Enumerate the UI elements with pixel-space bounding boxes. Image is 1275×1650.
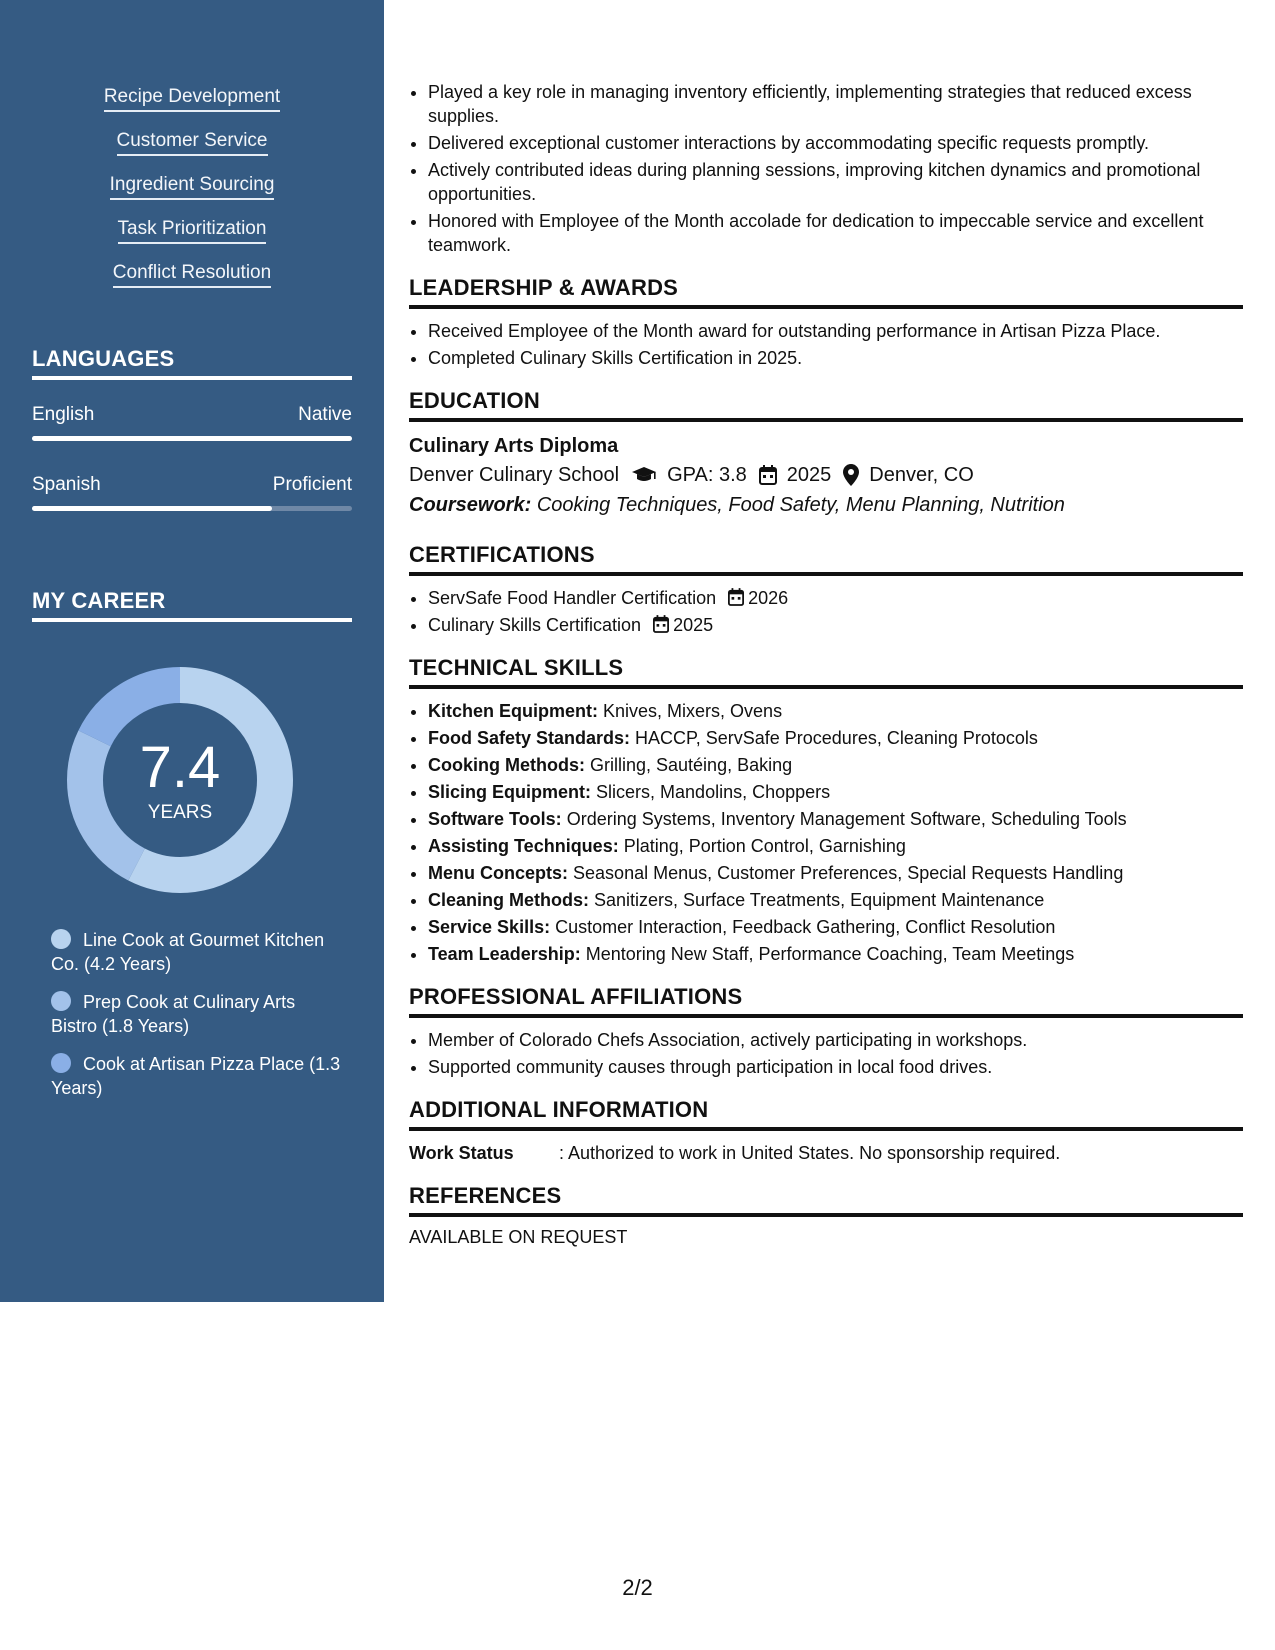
language-proficiency-fill: [32, 506, 272, 511]
sidebar: [0, 0, 384, 1302]
career-label: Line Cook at Gourmet Kitchen Co. (4.2 Years): [51, 930, 325, 974]
language-proficiency-bar: [32, 506, 352, 511]
certification-year: 2025: [673, 615, 714, 635]
career-legend-item: [51, 1052, 341, 1100]
location-pin-icon: [843, 464, 859, 486]
skill-category: Software Tools:: [428, 809, 562, 829]
language-proficiency-bar: [32, 436, 352, 441]
skill-category: Service Skills:: [428, 917, 551, 937]
technical-skill-item: [428, 942, 1243, 966]
career-label: Cook at Artisan Pizza Place (1.3 Years): [51, 1054, 341, 1098]
calendar-icon: [653, 615, 669, 633]
career-legend: [51, 928, 341, 1114]
technical-skill-item: [428, 915, 1243, 939]
education-details: [409, 460, 1243, 490]
certification-name: ServSafe Food Handler Certification: [428, 588, 717, 608]
leadership-list: [409, 319, 1243, 370]
skill-values: HACCP, ServSafe Procedures, Cleaning Protocols: [635, 728, 1038, 748]
work-status-value: : Authorized to work in United States. No sponsorship required.: [559, 1143, 1061, 1163]
leadership-item: • Received Employee of the Month award for outstanding performance in Artisan Pizza Place.: [428, 319, 1243, 343]
legend-dot-icon: [51, 1053, 71, 1073]
technical-skill-item: [428, 780, 1243, 804]
certification-item: [428, 613, 1243, 637]
certifications-heading: CERTIFICATIONS: [409, 542, 1243, 576]
education-location: Denver, CO: [869, 464, 974, 486]
skill-category: Cooking Methods:: [428, 755, 585, 775]
career-total-years: 7.4: [139, 735, 221, 800]
skill-category: Food Safety Standards:: [428, 728, 631, 748]
skill-category: Assisting Techniques:: [428, 836, 619, 856]
experience-bullet: • Played a key role in managing inventory efficiently, implementing strategies that reduced excess supplies.: [428, 80, 1243, 128]
skill-category: Cleaning Methods:: [428, 890, 589, 910]
certifications-list: [409, 586, 1243, 637]
coursework-label: Coursework:: [409, 494, 532, 516]
affiliation-item: • Supported community causes through participation in local food drives.: [428, 1055, 1243, 1079]
skills-list: [0, 85, 384, 305]
calendar-icon: [759, 465, 777, 485]
skill-category: Team Leadership:: [428, 944, 581, 964]
certification-year: 2026: [748, 588, 789, 608]
skill-values: Knives, Mixers, Ovens: [603, 701, 783, 721]
leadership-heading: LEADERSHIP & AWARDS: [409, 275, 1243, 309]
technical-skill-item: [428, 699, 1243, 723]
career-donut-chart: [67, 667, 293, 893]
technical-skill-item: [428, 807, 1243, 831]
skill-link[interactable]: Conflict Resolution: [113, 261, 271, 288]
language-name: English: [32, 404, 95, 425]
skill-link[interactable]: Ingredient Sourcing: [110, 173, 275, 200]
main-content: [409, 80, 1243, 1248]
affiliations-heading: PROFESSIONAL AFFILIATIONS: [409, 984, 1243, 1018]
skill-values: Slicers, Mandolins, Choppers: [596, 782, 831, 802]
certification-name: Culinary Skills Certification: [428, 615, 642, 635]
education-gpa: GPA: 3.8: [667, 464, 747, 486]
leadership-item: • Completed Culinary Skills Certification in 2025.: [428, 346, 1243, 370]
technical-skill-item: [428, 753, 1243, 777]
technical-skill-item: [428, 861, 1243, 885]
language-proficiency-fill: [32, 436, 352, 441]
experience-bullet: • Honored with Employee of the Month accolade for dedication to impeccable service and excellent teamwork.: [428, 209, 1243, 257]
skill-values: Sanitizers, Surface Treatments, Equipment Maintenance: [594, 890, 1045, 910]
references-heading: REFERENCES: [409, 1183, 1243, 1217]
technical-skills-list: [409, 699, 1243, 966]
affiliation-item: • Member of Colorado Chefs Association, actively participating in workshops.: [428, 1028, 1243, 1052]
education-school: Denver Culinary School: [409, 464, 620, 486]
experience-bullet: • Actively contributed ideas during planning sessions, improving kitchen dynamics and promotional opportunities.: [428, 158, 1243, 206]
skill-link[interactable]: Recipe Development: [104, 85, 280, 112]
career-heading: MY CAREER: [32, 588, 352, 622]
skill-values: Grilling, Sautéing, Baking: [590, 755, 793, 775]
skill-values: Mentoring New Staff, Performance Coaching, Team Meetings: [585, 944, 1075, 964]
certification-item: [428, 586, 1243, 610]
education-year: 2025: [786, 464, 832, 486]
career-total-unit: YEARS: [147, 802, 213, 823]
calendar-icon: [728, 588, 744, 606]
skill-values: Plating, Portion Control, Garnishing: [623, 836, 906, 856]
legend-dot-icon: [51, 991, 71, 1011]
references-text: AVAILABLE ON REQUEST: [409, 1227, 628, 1247]
language-row: [32, 404, 352, 441]
skill-values: Customer Interaction, Feedback Gathering, Conflict Resolution: [555, 917, 1056, 937]
languages-heading: LANGUAGES: [32, 346, 352, 380]
skill-category: Kitchen Equipment:: [428, 701, 598, 721]
skill-category: Slicing Equipment:: [428, 782, 592, 802]
skill-values: Ordering Systems, Inventory Management Software, Scheduling Tools: [566, 809, 1127, 829]
language-row: [32, 474, 352, 511]
experience-bullets: [409, 80, 1243, 257]
affiliations-list: [409, 1028, 1243, 1079]
skill-link[interactable]: Task Prioritization: [118, 217, 267, 244]
technical-skill-item: [428, 834, 1243, 858]
skill-link[interactable]: Customer Service: [117, 129, 268, 156]
language-level: Proficient: [272, 474, 352, 495]
education-coursework: [409, 490, 1243, 520]
career-legend-item: [51, 928, 341, 976]
technical-skills-heading: TECHNICAL SKILLS: [409, 655, 1243, 689]
technical-skill-item: [428, 888, 1243, 912]
donut-center: [67, 667, 293, 893]
additional-info-heading: ADDITIONAL INFORMATION: [409, 1097, 1243, 1131]
legend-dot-icon: [51, 929, 71, 949]
education-heading: EDUCATION: [409, 388, 1243, 422]
language-name: Spanish: [32, 474, 101, 495]
career-legend-item: [51, 990, 341, 1038]
technical-skill-item: [428, 726, 1243, 750]
page-number: 2/2: [622, 1575, 653, 1600]
skill-category: Menu Concepts:: [428, 863, 569, 883]
coursework-value: Cooking Techniques, Food Safety, Menu Planning, Nutrition: [536, 494, 1065, 516]
graduation-cap-icon: [631, 466, 657, 484]
work-status-label: Work Status: [409, 1143, 514, 1163]
skill-values: Seasonal Menus, Customer Preferences, Special Requests Handling: [573, 863, 1124, 883]
experience-bullet: • Delivered exceptional customer interactions by accommodating specific requests promptly.: [428, 131, 1243, 155]
education-degree: Culinary Arts Diploma: [409, 435, 619, 457]
work-status-row: [409, 1141, 1243, 1165]
career-label: Prep Cook at Culinary Arts Bistro (1.8 Years): [51, 992, 296, 1036]
language-level: Native: [298, 404, 352, 425]
